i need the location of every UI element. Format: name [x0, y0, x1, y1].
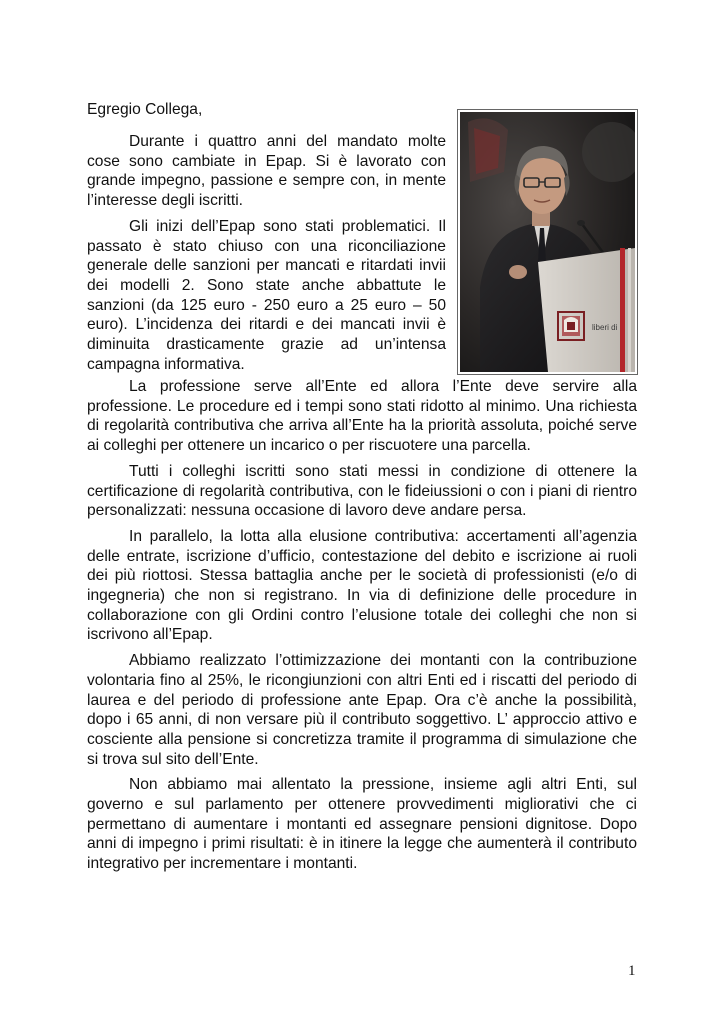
paragraph-2: Gli inizi dell’Epap sono stati problematici. Il passato è stato chiuso con una riconciliazione generale delle sanzioni per mancati e ritardati invii dei modelli 2. Sono state anche abbattute le sanzioni (da 125 euro - 250 euro a 25 euro – 50 euro). L’incidenza dei ritardi e dei mancati invii è diminuita drasticamente grazie ad un’intensa campagna informativa.	[87, 217, 446, 373]
wrapped-text-column	[87, 132, 446, 380]
speaker-photo-image	[460, 112, 635, 372]
paragraph-7: Non abbiamo mai allentato la pressione, insieme agli altri Enti, sul governo e sul parlamento per ottenere provvedimenti migliorativi che ci permettano di aumentare i montanti ed assegnare pensioni dignitose. Dopo anni di impegno i primi risultati: è in itinere la legge che aumenterà il contributo integrativo per incrementare i montanti.	[87, 776, 637, 873]
paragraph-1: Durante i quattro anni del mandato molte cose sono cambiate in Epap. Si è lavorato con grande impegno, passione e sempre con, in mente l’interesse degli iscritti.	[87, 133, 446, 210]
podium-text: liberi di	[592, 323, 618, 332]
paragraph-3: La professione serve all’Ente ed allora l’Ente deve servire alla professione. Le procedure ed i tempi sono stati ridotto al minimo. Una richiesta di regolarità contributiva che arriva all’Ente ha la priorità assoluta, poiché serve ai colleghi per ottenere un incarico o per riscuotere una parcella.	[87, 378, 637, 455]
full-text-column	[87, 377, 637, 880]
salutation: Egregio Collega,	[87, 101, 203, 118]
paragraph-5: In parallelo, la lotta alla elusione contributiva: accertamenti all’agenzia delle entrate, iscrizione d’ufficio, contestazione del debito e iscrizione ai ruoli dei più riottosi. Stessa battaglia anche per le società di professionisti (e/o di ingegneria) che non si registrano. In via di definizione delle procedure in collaborazione con gli Ordini contro l’elusione totale dei colleghi che non si iscrivono all’Epap.	[87, 527, 637, 644]
paragraph-4: Tutti i colleghi iscritti sono stati messi in condizione di ottenere la certificazione di regolarità contributiva, con le fideiussioni o con i piani di rientro personalizzati: nessuna occasione di lavoro deve andare persa.	[87, 462, 637, 520]
paragraph-6: Abbiamo realizzato l’ottimizzazione dei montanti con la contribuzione volontaria fino al 25%, le ricongiunzioni con altri Enti ed i riscatti del periodo di laurea e del periodo di professione ante Epap. Ora c’è anche la possibilità, dopo i 65 anni, di non versare più il contributo soggettivo. L’ approccio attivo e cosciente alla pensione si concretizza tramite il programma di simulazione che si trova sul sito dell’Ente.	[87, 652, 637, 768]
speaker-photo	[457, 109, 638, 375]
page-number: 1	[628, 963, 636, 979]
